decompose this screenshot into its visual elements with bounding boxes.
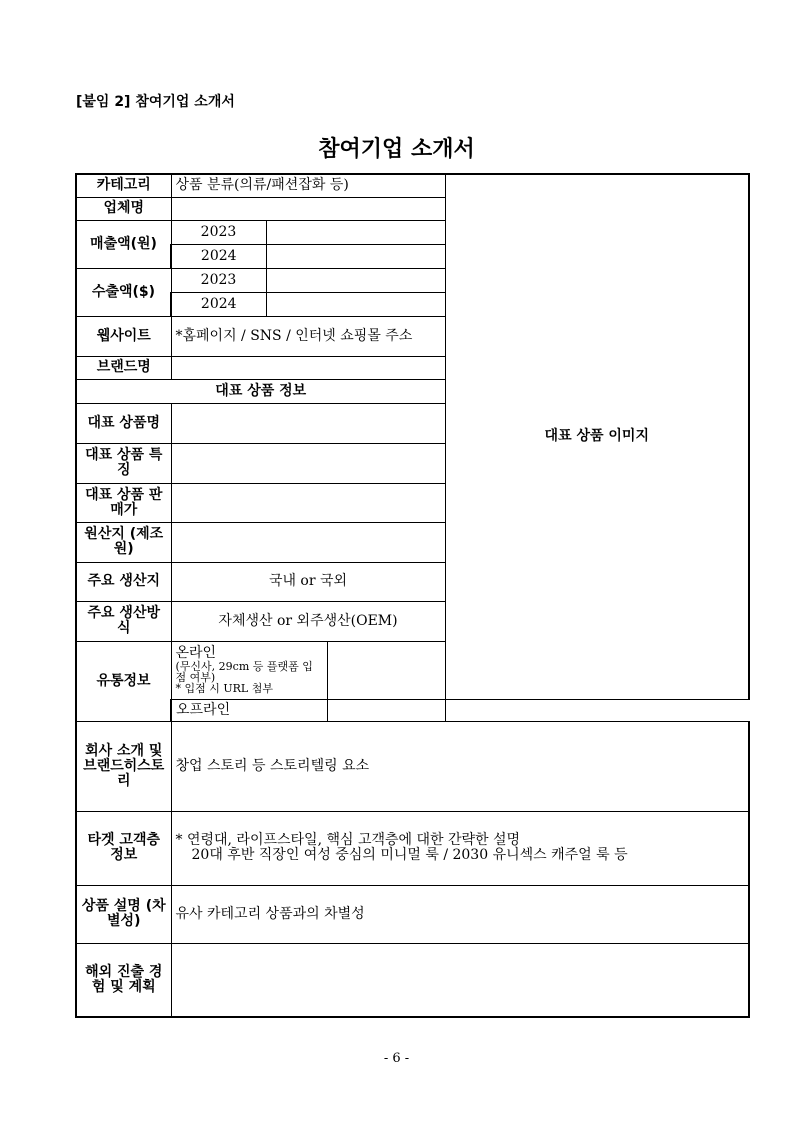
target-field[interactable] [171,811,749,885]
product-name-label: 대표 상품명 [76,403,171,443]
offline-field[interactable] [327,699,445,721]
online-cell [171,641,327,699]
export-2024-field[interactable] [266,292,445,316]
export-2023-field[interactable] [266,268,445,292]
product-section-header: 대표 상품 정보 [76,379,445,403]
sales-label: 매출액(원) [76,220,171,268]
company-name-label: 업체명 [76,197,171,220]
target-label: 타겟 고객층 정보 [76,811,171,885]
main-production-label: 주요 생산지 [76,562,171,601]
product-price-field[interactable] [171,483,445,522]
category-label: 카테고리 [76,174,171,197]
category-field[interactable]: 상품 분류(의류/패션잡화 등) [171,174,445,197]
overseas-field[interactable] [171,943,749,1017]
overseas-label: 해외 진출 경험 및 계획 [76,943,171,1017]
online-field[interactable] [327,641,445,699]
document-title: 참여기업 소개서 [318,137,475,162]
sales-year-2024: 2024 [171,244,266,268]
company-name-field[interactable] [171,197,445,220]
origin-field[interactable] [171,522,445,562]
product-desc-field[interactable]: 유사 카테고리 상품과의 차별성 [171,885,749,943]
product-feature-label: 대표 상품 특징 [76,443,171,483]
online-note: (무신사, 29cm 등 플랫폼 입점 여부) [175,660,313,684]
website-label: 웹사이트 [76,316,171,356]
company-intro-label: 회사 소개 및 브랜드히스토리 [76,721,171,811]
target-example: 20대 후반 직장인 여성 중심의 미니멀 룩 / 2030 유니섹스 캐주얼 룩 등 [191,847,628,863]
brand-label: 브랜드명 [76,356,171,379]
online-url-note: * 입점 시 URL 첨부 [175,682,273,695]
distribution-label: 유통정보 [76,641,171,721]
page-number: - 6 - [383,1051,410,1066]
product-feature-field[interactable] [171,443,445,483]
sales-year-2023: 2023 [171,220,266,244]
origin-label: 원산지 (제조원) [76,522,171,562]
website-field[interactable]: *홈페이지 / SNS / 인터넷 쇼핑몰 주소 [171,316,445,356]
company-intro-form [75,173,750,1018]
product-desc-label: 상품 설명 (차별성) [76,885,171,943]
export-year-2024: 2024 [171,292,266,316]
export-label: 수출액($) [76,268,171,316]
appendix-label: [붙임 2] 참여기업 소개서 [76,94,235,110]
export-year-2023: 2023 [171,268,266,292]
product-image-area[interactable]: 대표 상품 이미지 [445,174,749,699]
offline-label: 오프라인 [171,699,327,721]
product-name-field[interactable] [171,403,445,443]
production-method-label: 주요 생산방식 [76,601,171,641]
target-guide: * 연령대, 라이프스타일, 핵심 고객층에 대한 간략한 설명 [175,832,521,848]
sales-2024-field[interactable] [266,244,445,268]
online-label: 온라인 [175,645,217,661]
production-method-field[interactable]: 자체생산 or 외주생산(OEM) [171,601,445,641]
main-production-field[interactable]: 국내 or 국외 [171,562,445,601]
brand-field[interactable] [171,356,445,379]
company-intro-field[interactable]: 창업 스토리 등 스토리텔링 요소 [171,721,749,811]
sales-2023-field[interactable] [266,220,445,244]
product-price-label: 대표 상품 판매가 [76,483,171,522]
